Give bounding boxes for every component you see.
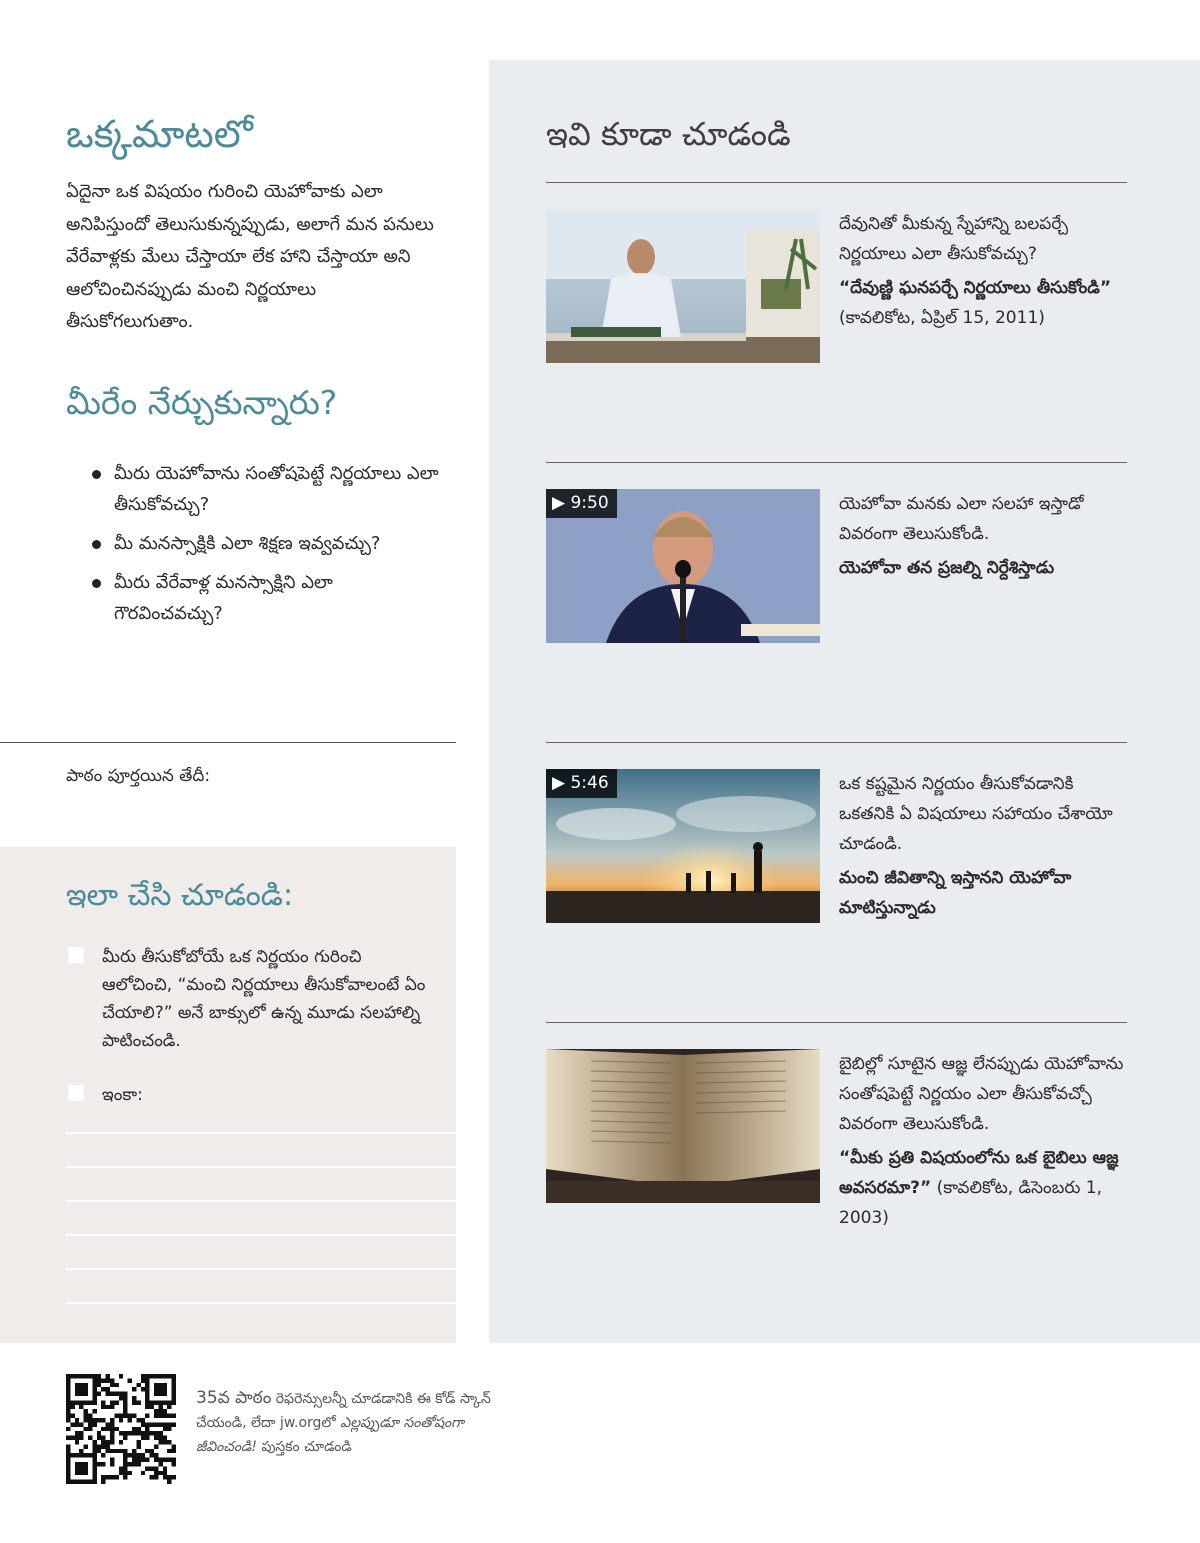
checkbox[interactable] [68, 947, 84, 963]
see-also-title: ఇవి కూడా చూడండి [546, 115, 791, 153]
completed-date-label: పాఠం పూర్తయిన తేదీ: [66, 766, 211, 786]
sunset-video-thumbnail[interactable] [546, 769, 820, 923]
writing-line[interactable] [66, 1268, 456, 1270]
see-also-entry [839, 769, 1131, 923]
bullet-icon [92, 540, 101, 549]
bullet-icon [92, 579, 101, 588]
writing-line[interactable] [66, 1234, 456, 1236]
entry-reference[interactable]: “మీకు ప్రతి విషయంలోను ఒక బైబిలు ఆజ్ఞ అవసరమా?” (కావలికోట, డిసెంబరు 1, 2003) [839, 1148, 1119, 1228]
book-title[interactable]: ఎల్లప్పుడూ సంతోషంగా జీవించండి! [196, 1415, 465, 1455]
lesson-number: 35వ పాఠం [196, 1388, 272, 1408]
summary-title: ఒక్కమాటలో [66, 112, 253, 156]
writing-line[interactable] [66, 1200, 456, 1202]
video-duration: ▶ 5:46 [546, 769, 617, 798]
list-item: మీ మనస్సాక్షికి ఎలా శిక్షణ ఇవ్వవచ్చు? [90, 528, 440, 559]
try-item-text: మీరు తీసుకోబోయే ఒక నిర్ణయం గురించి ఆలోచించి, “మంచి నిర్ణయాలు తీసుకోవాలంటే ఏం చేయాలి?” అనే బాక్సులో ఉన్న మూడు సలహాల్ని పాటించండి. [102, 947, 426, 1051]
entry-description: యెహోవా మనకు ఎలా సలహా ఇస్తాడో వివరంగా తెలుసుకోండి. [839, 494, 1084, 544]
divider [546, 1022, 1127, 1023]
entry-reference[interactable]: మంచి జీవితాన్ని ఇస్తానని యెహోవా మాటిస్తున్నాడు [839, 868, 1072, 918]
entry-description: బైబిల్లో సూటైన ఆజ్ఞ లేనప్పుడు యెహోవాను సంతోషపెట్టే నిర్ణయం ఎలా తీసుకోవచ్చో వివరంగా తెలుసుకోండి. [839, 1054, 1124, 1134]
entry-description: ఒక కష్టమైన నిర్ణయం తీసుకోవడానికి ఒకతనికి ఏ విషయాలు సహాయం చేశాయో చూడండి. [839, 774, 1113, 854]
summary-text: ఏదైనా ఒక విషయం గురించి యెహోవాకు ఎలా అనిపిస్తుందో తెలుసుకున్నప్పుడు, అలాగే మన పనులు వేరేవాళ్లకు మేలు చేస్తాయా లేక హాని చేస్తాయా అని ఆలోచించినప్పుడు మంచి నిర్ణయాలు తీసుకోగలుగుతాం. [66, 181, 434, 332]
try-item [68, 1081, 428, 1109]
see-also-entry [839, 209, 1131, 333]
writing-line[interactable] [66, 1166, 456, 1168]
try-item [68, 943, 428, 1055]
open-bible-thumbnail[interactable] [546, 1049, 820, 1203]
try-item-text: ఇంకా: [102, 1085, 143, 1105]
writing-line[interactable] [66, 1132, 456, 1134]
speaker-video-thumbnail[interactable] [546, 489, 820, 643]
bullet-icon [92, 470, 101, 479]
checkbox[interactable] [68, 1085, 84, 1101]
entry-description: దేవునితో మీకున్న స్నేహాన్ని బలపర్చే నిర్ణయాలు ఎలా తీసుకోవచ్చు? [839, 214, 1068, 264]
footer-note: 35వ పాఠం రెఫరెన్సులన్నీ చూడడానికి ఈ కోడ్ స్కాన్ చేయండి, లేదా jw.orgలో ఎల్లప్పుడూ సంతోషంగా జీవించండి! పుస్తకం చూడండి [196, 1388, 491, 1455]
entry-reference[interactable]: యెహోవా తన ప్రజల్ని నిర్దేశిస్తాడు [839, 558, 1055, 578]
study-desk-thumbnail[interactable] [546, 209, 820, 363]
see-also-entry [839, 489, 1131, 583]
try-this-title: ఇలా చేసి చూడండి: [66, 878, 294, 913]
entry-reference[interactable]: “దేవుణ్ణి ఘనపర్చే నిర్ణయాలు తీసుకోండి” (కావలికోట, ఏప్రిల్ 15, 2011) [839, 278, 1112, 328]
list-item: మీరు యెహోవాను సంతోషపెట్టే నిర్ణయాలు ఎలా తీసుకోవచ్చు? [90, 458, 440, 520]
divider [546, 182, 1127, 183]
see-also-entry [839, 1049, 1131, 1233]
divider [546, 742, 1127, 743]
qr-code-icon[interactable] [66, 1374, 176, 1484]
learned-title: మీరేం నేర్చుకున్నారు? [66, 383, 338, 422]
list-item: మీరు వేరేవాళ్ల మనస్సాక్షిని ఎలా గౌరవించవచ్చు? [90, 567, 440, 629]
writing-line[interactable] [66, 1302, 456, 1304]
video-duration: ▶ 9:50 [546, 489, 617, 518]
divider [0, 742, 456, 743]
divider [546, 462, 1127, 463]
learned-list [90, 458, 440, 637]
